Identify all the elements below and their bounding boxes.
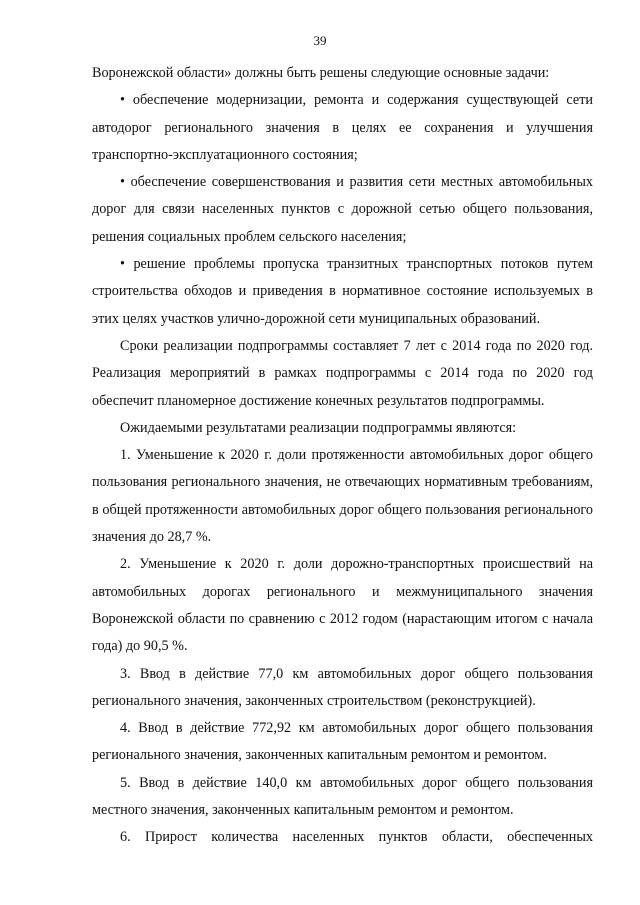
result-item-3: 3. Ввод в действие 77,0 км автомобильных дорог общего пользования регионального значения, законченных строительством (реконструкцией). xyxy=(92,665,593,709)
document-body xyxy=(92,60,593,852)
result-item-2: 2. Уменьшение к 2020 г. доли дорожно-транспортных происшествий на автомобильных дорогах регионального и межмуниципального значения Воронежской области по сравнению с 2012 годом (нарастающим итогом с начала года) до 90,5 %. xyxy=(92,556,593,655)
paragraph-timeline: Сроки реализации подпрограммы составляет 7 лет с 2014 года по 2020 год. Реализация мероприятий в рамках подпрограммы с 2014 года по 2020 год обеспечит планомерное достижение конечных результатов подпрограммы. xyxy=(92,337,593,409)
paragraph-tasks-intro: Воронежской области» должны быть решены следующие основные задачи: xyxy=(92,65,550,81)
result-item-6: 6. Прирост количества населенных пунктов области, обеспеченных xyxy=(120,829,593,846)
bullet-item-modernization: • обеспечение модернизации, ремонта и содержания существующей сети автодорог регионального значения в целях ее сохранения и улучшения транспортно-эксплуатационного состояния; xyxy=(92,92,593,163)
bullet-item-transit: • решение проблемы пропуска транзитных транспортных потоков путем строительства обходов и приведения в нормативное состояние используемых в этих целях участков улично-дорожной сети муниципальных образований. xyxy=(92,256,593,327)
bullet-item-local-roads: • обеспечение совершенствования и развития сети местных автомобильных дорог для связи населенных пунктов с дорожной сетью общего пользования, решения социальных проблем сельского населения; xyxy=(92,174,593,245)
paragraph-results-intro: Ожидаемыми результатами реализации подпрограммы являются: xyxy=(120,419,517,436)
result-item-5: 5. Ввод в действие 140,0 км автомобильных дорог общего пользования местного значения, законченных капитальным ремонтом и ремонтом. xyxy=(92,774,593,819)
page-number: 39 xyxy=(313,33,327,48)
result-item-1: 1. Уменьшение к 2020 г. доли протяженности автомобильных дорог общего пользования регионального значения, не отвечающих нормативным требованиям, в общей протяженности автомобильных дорог общего пользования регионального значения до 28,7 %. xyxy=(92,447,593,546)
result-item-4: 4. Ввод в действие 772,92 км автомобильных дорог общего пользования регионального значения, законченных капитальным ремонтом и ремонтом. xyxy=(92,720,593,764)
